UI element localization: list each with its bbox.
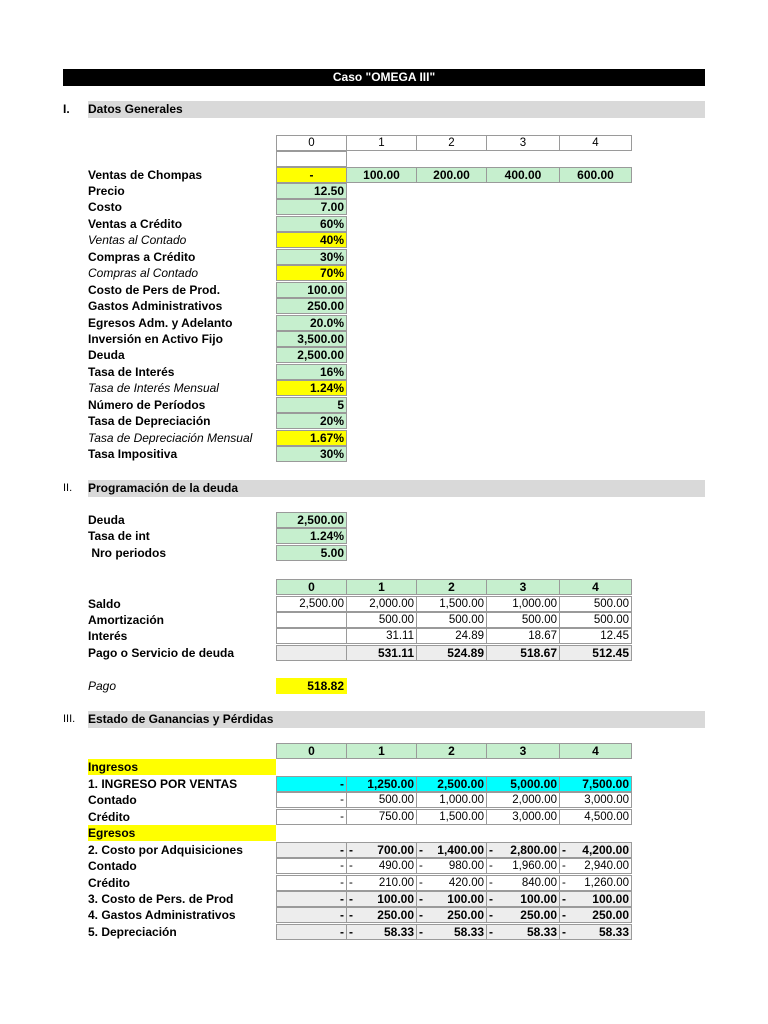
negative-sign: - bbox=[419, 892, 423, 906]
param-value[interactable]: 7.00 bbox=[276, 199, 347, 215]
egp-cell[interactable] bbox=[276, 907, 347, 923]
egp-cell[interactable] bbox=[416, 842, 487, 858]
egp-cell-value: 2,940.00 bbox=[584, 860, 629, 872]
egp-cell-value: 100.00 bbox=[520, 892, 557, 906]
ventas-cell[interactable]: 400.00 bbox=[486, 167, 560, 183]
param-label: Precio bbox=[88, 184, 125, 198]
schedule-period-header: 1 bbox=[346, 579, 417, 595]
egp-cell[interactable]: 4,500.00 bbox=[559, 809, 632, 825]
param-label: Tasa de Interés Mensual bbox=[88, 381, 219, 395]
egp-cell[interactable] bbox=[416, 891, 487, 907]
negative-sign: - bbox=[562, 892, 566, 906]
schedule-cell[interactable]: 524.89 bbox=[416, 645, 487, 661]
ventas-cell[interactable]: 100.00 bbox=[346, 167, 417, 183]
egp-cell[interactable] bbox=[486, 924, 560, 940]
egp-cell[interactable]: 7,500.00 bbox=[559, 776, 632, 792]
egp-cell-value: - bbox=[340, 925, 344, 939]
egp-cell-value: 100.00 bbox=[447, 892, 484, 906]
negative-sign: - bbox=[419, 860, 423, 872]
egp-cell[interactable] bbox=[486, 842, 560, 858]
param-label: Costo de Pers de Prod. bbox=[88, 283, 221, 297]
schedule-cell[interactable]: 1,500.00 bbox=[416, 596, 487, 612]
period-header: 2 bbox=[416, 135, 487, 151]
param-label: Costo bbox=[88, 200, 122, 214]
egp-cell-value: 58.33 bbox=[598, 925, 629, 939]
egp-cell[interactable]: 750.00 bbox=[346, 809, 417, 825]
schedule-cell[interactable]: 500.00 bbox=[559, 596, 632, 612]
schedule-cell[interactable]: 1,000.00 bbox=[486, 596, 560, 612]
negative-sign: - bbox=[349, 860, 353, 872]
egp-cell[interactable] bbox=[559, 842, 632, 858]
egp-period-header: 2 bbox=[416, 743, 487, 759]
schedule-row-label: Pago o Servicio de deuda bbox=[88, 646, 235, 660]
egp-cell[interactable] bbox=[276, 924, 347, 940]
param-value[interactable]: 16% bbox=[276, 364, 347, 380]
schedule-cell[interactable] bbox=[276, 628, 347, 644]
egresos-label: Egresos bbox=[88, 825, 276, 841]
egp-cell-value: 1,400.00 bbox=[437, 843, 484, 857]
negative-sign: - bbox=[489, 877, 493, 889]
egp-row-label: 5. Depreciación bbox=[88, 925, 177, 939]
param-value[interactable]: 5 bbox=[276, 397, 347, 413]
egp-cell[interactable] bbox=[276, 875, 347, 891]
param-label: Egresos Adm. y Adelanto bbox=[88, 316, 233, 330]
egp-cell[interactable] bbox=[486, 875, 560, 891]
egp-cell[interactable]: 5,000.00 bbox=[486, 776, 560, 792]
egp-cell[interactable] bbox=[346, 924, 417, 940]
egp-cell-value: 100.00 bbox=[377, 892, 414, 906]
period-header: 1 bbox=[346, 135, 417, 151]
egp-cell[interactable] bbox=[416, 924, 487, 940]
egp-cell[interactable] bbox=[346, 907, 417, 923]
egp-row-label: Crédito bbox=[88, 876, 130, 890]
egp-row-label: Contado bbox=[88, 793, 137, 807]
schedule-row-label: Saldo bbox=[88, 597, 121, 611]
negative-sign: - bbox=[562, 843, 566, 857]
section-2-title: Programación de la deuda bbox=[88, 480, 705, 497]
section-3-title: Estado de Ganancias y Pérdidas bbox=[88, 711, 705, 728]
pago-label: Pago bbox=[88, 679, 117, 693]
egp-cell-value: 1,260.00 bbox=[584, 877, 629, 889]
period-header: 4 bbox=[559, 135, 632, 151]
egp-period-header: 1 bbox=[346, 743, 417, 759]
egp-cell[interactable] bbox=[416, 858, 487, 874]
param-label: Gastos Administrativos bbox=[88, 299, 223, 313]
egp-cell[interactable] bbox=[486, 907, 560, 923]
egp-cell[interactable]: 1,500.00 bbox=[416, 809, 487, 825]
section-3-number: III. bbox=[63, 713, 76, 725]
ventas-cell[interactable]: 600.00 bbox=[559, 167, 632, 183]
egp-cell[interactable] bbox=[346, 858, 417, 874]
period-header: 3 bbox=[486, 135, 560, 151]
param-value[interactable]: 20.0% bbox=[276, 315, 347, 331]
param-value[interactable]: 60% bbox=[276, 216, 347, 232]
egp-cell-value: 700.00 bbox=[377, 843, 414, 857]
section-2-number: II. bbox=[63, 482, 73, 494]
egp-cell[interactable] bbox=[486, 858, 560, 874]
negative-sign: - bbox=[489, 860, 493, 872]
negative-sign: - bbox=[489, 843, 493, 857]
negative-sign: - bbox=[489, 892, 493, 906]
egp-cell[interactable] bbox=[276, 891, 347, 907]
egp-cell[interactable]: 2,500.00 bbox=[416, 776, 487, 792]
egp-cell[interactable]: 3,000.00 bbox=[486, 809, 560, 825]
schedule-cell[interactable]: 18.67 bbox=[486, 628, 560, 644]
schedule-cell[interactable]: 24.89 bbox=[416, 628, 487, 644]
param-label: Tasa de Interés bbox=[88, 365, 175, 379]
egp-cell[interactable] bbox=[346, 891, 417, 907]
egp-cell-value: 420.00 bbox=[448, 877, 484, 889]
section-1-title: Datos Generales bbox=[88, 101, 705, 118]
egp-row-label: 1. INGRESO POR VENTAS bbox=[88, 777, 238, 791]
ventas-cell[interactable]: 200.00 bbox=[416, 167, 487, 183]
egp-period-header: 0 bbox=[276, 743, 347, 759]
egp-cell-value: 250.00 bbox=[447, 908, 484, 922]
egp-cell[interactable] bbox=[346, 875, 417, 891]
negative-sign: - bbox=[349, 908, 353, 922]
egp-cell[interactable] bbox=[416, 907, 487, 923]
debt-param-label: Nro periodos bbox=[88, 546, 167, 560]
egp-cell-value: - bbox=[340, 892, 344, 906]
egp-cell[interactable] bbox=[559, 924, 632, 940]
param-value[interactable]: 1.24% bbox=[276, 380, 347, 396]
egp-cell[interactable]: - bbox=[276, 809, 347, 825]
schedule-cell[interactable]: 31.11 bbox=[346, 628, 417, 644]
param-label: Número de Períodos bbox=[88, 398, 206, 412]
param-label: Compras al Contado bbox=[88, 266, 199, 280]
param-value[interactable]: 250.00 bbox=[276, 298, 347, 314]
negative-sign: - bbox=[349, 925, 353, 939]
egp-cell[interactable] bbox=[559, 858, 632, 874]
schedule-cell[interactable]: 2,000.00 bbox=[346, 596, 417, 612]
negative-sign: - bbox=[419, 908, 423, 922]
egp-cell[interactable] bbox=[416, 875, 487, 891]
schedule-cell[interactable]: 12.45 bbox=[559, 628, 632, 644]
negative-sign: - bbox=[349, 892, 353, 906]
param-value[interactable]: 3,500.00 bbox=[276, 331, 347, 347]
schedule-cell[interactable]: 518.67 bbox=[486, 645, 560, 661]
egp-cell-value: 980.00 bbox=[448, 860, 484, 872]
negative-sign: - bbox=[349, 877, 353, 889]
egp-cell-value: 490.00 bbox=[378, 860, 414, 872]
sheet-title: Caso "OMEGA III" bbox=[63, 69, 705, 86]
schedule-cell[interactable]: 500.00 bbox=[486, 612, 560, 628]
param-label: Compras a Crédito bbox=[88, 250, 196, 264]
param-value[interactable]: 30% bbox=[276, 446, 347, 462]
negative-sign: - bbox=[489, 925, 493, 939]
egp-cell-value: 210.00 bbox=[378, 877, 414, 889]
egp-row-label: Crédito bbox=[88, 810, 130, 824]
schedule-cell[interactable]: 500.00 bbox=[416, 612, 487, 628]
spacer-cell bbox=[276, 151, 347, 167]
ventas-cell[interactable]: - bbox=[276, 167, 347, 183]
schedule-cell[interactable]: 2,500.00 bbox=[276, 596, 347, 612]
param-label: Tasa de Depreciación bbox=[88, 414, 211, 428]
negative-sign: - bbox=[419, 843, 423, 857]
egp-cell[interactable]: 500.00 bbox=[346, 792, 417, 808]
schedule-cell[interactable]: 512.45 bbox=[559, 645, 632, 661]
schedule-row-label: Interés bbox=[88, 629, 128, 643]
param-value[interactable]: 40% bbox=[276, 232, 347, 248]
param-value[interactable]: 12.50 bbox=[276, 183, 347, 199]
negative-sign: - bbox=[562, 925, 566, 939]
param-label: Inversión en Activo Fijo bbox=[88, 332, 223, 346]
negative-sign: - bbox=[562, 908, 566, 922]
egp-row-label: 3. Costo de Pers. de Prod bbox=[88, 892, 234, 906]
egp-cell-value: - bbox=[340, 860, 344, 872]
egp-cell-value: 4,200.00 bbox=[582, 843, 629, 857]
negative-sign: - bbox=[419, 877, 423, 889]
egp-row-label: Contado bbox=[88, 859, 137, 873]
debt-param-label: Tasa de int bbox=[88, 529, 150, 543]
schedule-cell[interactable]: 531.11 bbox=[346, 645, 417, 661]
egp-cell[interactable]: - bbox=[276, 792, 347, 808]
negative-sign: - bbox=[562, 860, 566, 872]
egp-row-label: 2. Costo por Adquisiciones bbox=[88, 843, 243, 857]
egp-cell-value: - bbox=[340, 908, 344, 922]
egp-cell[interactable]: 1,000.00 bbox=[416, 792, 487, 808]
debt-param-value[interactable]: 2,500.00 bbox=[276, 512, 347, 528]
schedule-cell[interactable] bbox=[276, 645, 347, 661]
negative-sign: - bbox=[419, 925, 423, 939]
egp-cell-value: 250.00 bbox=[592, 908, 629, 922]
schedule-period-header: 2 bbox=[416, 579, 487, 595]
param-value[interactable]: 20% bbox=[276, 413, 347, 429]
egp-cell[interactable] bbox=[559, 907, 632, 923]
egp-cell-value: 58.33 bbox=[383, 925, 414, 939]
egp-row-label: 4. Gastos Administrativos bbox=[88, 908, 236, 922]
egp-cell[interactable] bbox=[559, 891, 632, 907]
egp-cell-value: 250.00 bbox=[520, 908, 557, 922]
negative-sign: - bbox=[349, 843, 353, 857]
egp-cell-value: 840.00 bbox=[521, 877, 557, 889]
egp-cell-value: 58.33 bbox=[526, 925, 557, 939]
pago-value[interactable]: 518.82 bbox=[276, 678, 347, 694]
ventas-label: Ventas de Chompas bbox=[88, 168, 203, 182]
param-label: Tasa Impositiva bbox=[88, 447, 178, 461]
debt-param-label: Deuda bbox=[88, 513, 125, 527]
param-value[interactable]: 70% bbox=[276, 265, 347, 281]
negative-sign: - bbox=[489, 908, 493, 922]
egp-cell[interactable]: 3,000.00 bbox=[559, 792, 632, 808]
egp-cell-value: 250.00 bbox=[377, 908, 414, 922]
egp-cell-value: 1,960.00 bbox=[512, 860, 557, 872]
egp-cell[interactable] bbox=[559, 875, 632, 891]
egp-cell-value: 58.33 bbox=[453, 925, 484, 939]
egp-cell[interactable]: 2,000.00 bbox=[486, 792, 560, 808]
egp-cell-value: 100.00 bbox=[592, 892, 629, 906]
schedule-cell[interactable]: 500.00 bbox=[346, 612, 417, 628]
param-value[interactable]: 100.00 bbox=[276, 282, 347, 298]
param-label: Tasa de Depreciación Mensual bbox=[88, 431, 253, 445]
egp-cell[interactable] bbox=[486, 891, 560, 907]
param-label: Ventas al Contado bbox=[88, 233, 187, 247]
egp-cell[interactable] bbox=[276, 842, 347, 858]
schedule-cell[interactable] bbox=[276, 612, 347, 628]
param-label: Deuda bbox=[88, 348, 125, 362]
egp-cell-value: - bbox=[340, 877, 344, 889]
schedule-period-header: 0 bbox=[276, 579, 347, 595]
debt-param-value[interactable]: 1.24% bbox=[276, 528, 347, 544]
param-value[interactable]: 1.67% bbox=[276, 430, 347, 446]
schedule-cell[interactable]: 500.00 bbox=[559, 612, 632, 628]
egp-cell[interactable] bbox=[276, 858, 347, 874]
egp-cell[interactable]: 1,250.00 bbox=[346, 776, 417, 792]
egp-cell-value: 2,800.00 bbox=[510, 843, 557, 857]
param-value[interactable]: 30% bbox=[276, 249, 347, 265]
param-value[interactable]: 2,500.00 bbox=[276, 347, 347, 363]
egp-period-header: 4 bbox=[559, 743, 632, 759]
egp-cell[interactable] bbox=[346, 842, 417, 858]
negative-sign: - bbox=[562, 877, 566, 889]
debt-param-value[interactable]: 5.00 bbox=[276, 545, 347, 561]
param-label: Ventas a Crédito bbox=[88, 217, 183, 231]
period-header: 0 bbox=[276, 135, 347, 151]
egp-cell[interactable]: - bbox=[276, 776, 347, 792]
schedule-period-header: 4 bbox=[559, 579, 632, 595]
schedule-period-header: 3 bbox=[486, 579, 560, 595]
egp-cell-value: - bbox=[340, 843, 344, 857]
ingresos-label: Ingresos bbox=[88, 759, 276, 775]
egp-period-header: 3 bbox=[486, 743, 560, 759]
schedule-row-label: Amortización bbox=[88, 613, 165, 627]
section-1-number: I. bbox=[63, 102, 70, 116]
